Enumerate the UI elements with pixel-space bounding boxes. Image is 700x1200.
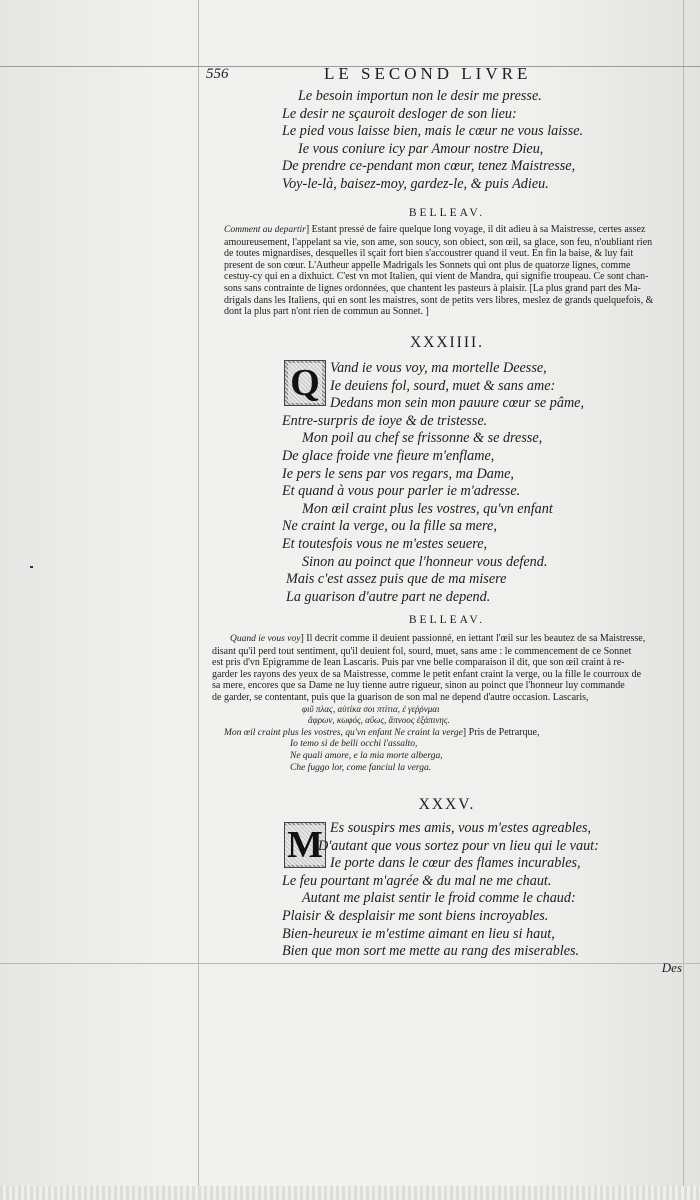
dropcap-m: M bbox=[284, 822, 326, 868]
verse-line: Et toutesfois vous ne m'estes seuere, bbox=[282, 535, 488, 552]
verse-line: Entre-surpris de ioye & de tristesse. bbox=[282, 412, 488, 429]
commentary-1 bbox=[224, 224, 682, 318]
verse-line: Voy-le-là, baisez-moy, gardez-le, & puis Adieu. bbox=[282, 175, 549, 192]
sonnet-number: XXXIIII. bbox=[409, 334, 485, 351]
verse-line: Le besoin importun non le desir me presse. bbox=[298, 88, 542, 104]
verse-line: Mais c'est assez puis que de ma misere bbox=[286, 571, 507, 588]
commentary-line: est pris d'vn Epigramme de Iean Lascaris. Puis par vne belle comparaison il dit, que son œil craint à re- bbox=[212, 657, 625, 669]
verse-line: De glace froide vne fieure m'enflame, bbox=[282, 447, 495, 464]
running-head: LE SECOND LIVRE bbox=[324, 64, 532, 83]
verse-line: Autant me plaist sentir le froid comme le chaud: bbox=[302, 890, 576, 907]
commentary-line: disant qu'il perd tout sentiment, qu'il deuient fol, sourd, muet, sans ame : le commencement de ce Sonnet bbox=[212, 645, 632, 657]
verse-line: Sinon au poinct que l'honneur vous defend. bbox=[302, 553, 548, 570]
verse-line: La guarison d'autre part ne depend. bbox=[286, 588, 491, 605]
dropcap-q: Q bbox=[284, 360, 326, 406]
commentary-line: drigals dans les Italiens, qui en sont les maistres, sont de petits vers libres, meslez de grands quelquefois, & bbox=[224, 294, 654, 306]
commentary-lemma: Mon œil craint plus les vostres, qu'vn enfant Ne craint la verge bbox=[224, 727, 463, 738]
greek-quote-line: ἄφρων, κωφός, αὔως, ἄπνοος ἐξάπινης. bbox=[308, 715, 450, 726]
verse-line: Bien-heureux ie m'estime aimant en lieu si haut, bbox=[282, 925, 555, 942]
verse-line: Dedans mon sein mon pauure cœur se pâme, bbox=[330, 395, 585, 412]
fold-line-left bbox=[198, 0, 199, 1200]
italian-quote-line: Io temo sì de belli occhi l'assalto, bbox=[290, 739, 418, 750]
verse-line: Ie pers le sens par vos regars, ma Dame, bbox=[282, 465, 514, 482]
commentary-line: ] Estant pressé de faire quelque long voyage, il dit adieu à sa Maistresse, certes assez bbox=[305, 224, 646, 235]
italian-quote-line: Ne quali amore, e la mia morte alberga, bbox=[290, 750, 443, 761]
commentary-2 bbox=[212, 633, 682, 774]
verse-line: Le desir ne sçauroit desloger de son lieu: bbox=[282, 105, 517, 122]
commentary-lemma: Quand ie vous voy bbox=[230, 634, 301, 644]
commentary-line: sons sans contrainte de lignes ordonnées, que chantent les pasteurs à plaisir. [La plus grand part des Ma- bbox=[224, 282, 641, 294]
verse-line: Mon œil craint plus les vostres, qu'vn enfant bbox=[302, 500, 553, 517]
verse-line: Plaisir & desplaisir me sont biens incroyables. bbox=[282, 907, 549, 924]
sonnet-34 bbox=[212, 360, 584, 606]
commentary-lemma: Comment au departir bbox=[224, 225, 306, 235]
ink-speck bbox=[30, 566, 33, 568]
opening-verse bbox=[212, 88, 583, 194]
commentary-line: present de son cœur. L'Autheur appelle Madrigals les Sonnets qui ont plus de quatorze lignes, comme bbox=[224, 259, 631, 271]
verse-line: Es souspirs mes amis, vous m'estes agreables, bbox=[330, 820, 592, 836]
verse-line: Ne craint la verge, ou la fille sa mere, bbox=[282, 518, 497, 535]
italian-quote-line: Che fuggo lor, come fanciul la verga. bbox=[290, 762, 432, 773]
verse-line: De prendre ce-pendant mon cœur, tenez Maistresse, bbox=[282, 158, 576, 175]
commentary-line: amoureusement, l'appelant sa vie, son ame, son soucy, son obiect, son œil, sa glace, son feu, n'oubliant rien bbox=[224, 236, 653, 248]
verse-line: Ie porte dans le cœur des flames incurables, bbox=[330, 855, 581, 872]
verse-line: Vand ie vous voy, ma mortelle Deesse, bbox=[330, 360, 547, 376]
commentary-line: sa mere, encores que sa Dame ne luy tienne autre rigueur, sinon au poinct que l'honneur luy commande bbox=[212, 680, 625, 692]
commentary-line: dont la plus part n'ont rien de commun au Sonnet. ] bbox=[224, 306, 429, 318]
commentary-line: ] Il decrit comme il deuient passionné, en iettant l'œil sur les beautez de sa Maistresse, bbox=[300, 633, 646, 644]
page-number: 556 bbox=[206, 66, 229, 82]
verse-line: Le feu pourtant m'agrée & du mal ne me chaut. bbox=[282, 872, 552, 889]
commentary-line: de garder, se contentant, puis que la guarison de son mal ne depend d'autre occasion. Lascaris, bbox=[212, 691, 589, 703]
catchword: Des bbox=[661, 960, 682, 975]
sonnet-35 bbox=[212, 820, 599, 961]
greek-quote-line: φιῦ πλαϛ, αὐτίκα σοι πτίτια, ἐ γεῤῥνμαι bbox=[302, 703, 440, 714]
commentary-line: ] Pris de Petrarque, bbox=[462, 726, 540, 738]
sonnet-number: XXXV. bbox=[418, 796, 476, 813]
commentary-line: de toutes mignardises, desquelles il sçait fort bien s'accoustrer quand il veut. En fin la baise, & luy fait bbox=[224, 248, 634, 260]
verse-line: Et quand à vous pour parler ie m'adresse. bbox=[282, 483, 521, 500]
commentary-line: cestuy-cy qui en a dixhuict. C'est vn mot Italien, qui vient de Mandra, qui signifie troupeau. Ce sont chan- bbox=[224, 271, 649, 283]
scan-edge bbox=[0, 1186, 700, 1200]
commentary-heading: BELLEAV. bbox=[408, 614, 486, 626]
verse-line: Ie deuiens fol, sourd, muet & sans ame: bbox=[330, 377, 556, 394]
verse-line: Ie vous coniure icy par Amour nostre Dieu, bbox=[298, 140, 544, 157]
commentary-line: garder les rayons des yeux de sa Maistresse, comme le petit enfant craint la verge, ou la fille le courroux de bbox=[212, 668, 642, 680]
fold-line-right bbox=[683, 0, 684, 1200]
verse-line: D'autant que vous sortez pour vn lieu qui le vaut: bbox=[318, 837, 599, 854]
verse-line: Bien que mon sort me mette au rang des miserables. bbox=[282, 943, 580, 960]
book-page bbox=[206, 0, 682, 1200]
verse-line: Mon poil au chef se frissonne & se dresse, bbox=[302, 430, 543, 447]
verse-line: Le pied vous laisse bien, mais le cœur ne vous laisse. bbox=[282, 123, 584, 140]
commentary-heading: BELLEAV. bbox=[408, 207, 486, 219]
